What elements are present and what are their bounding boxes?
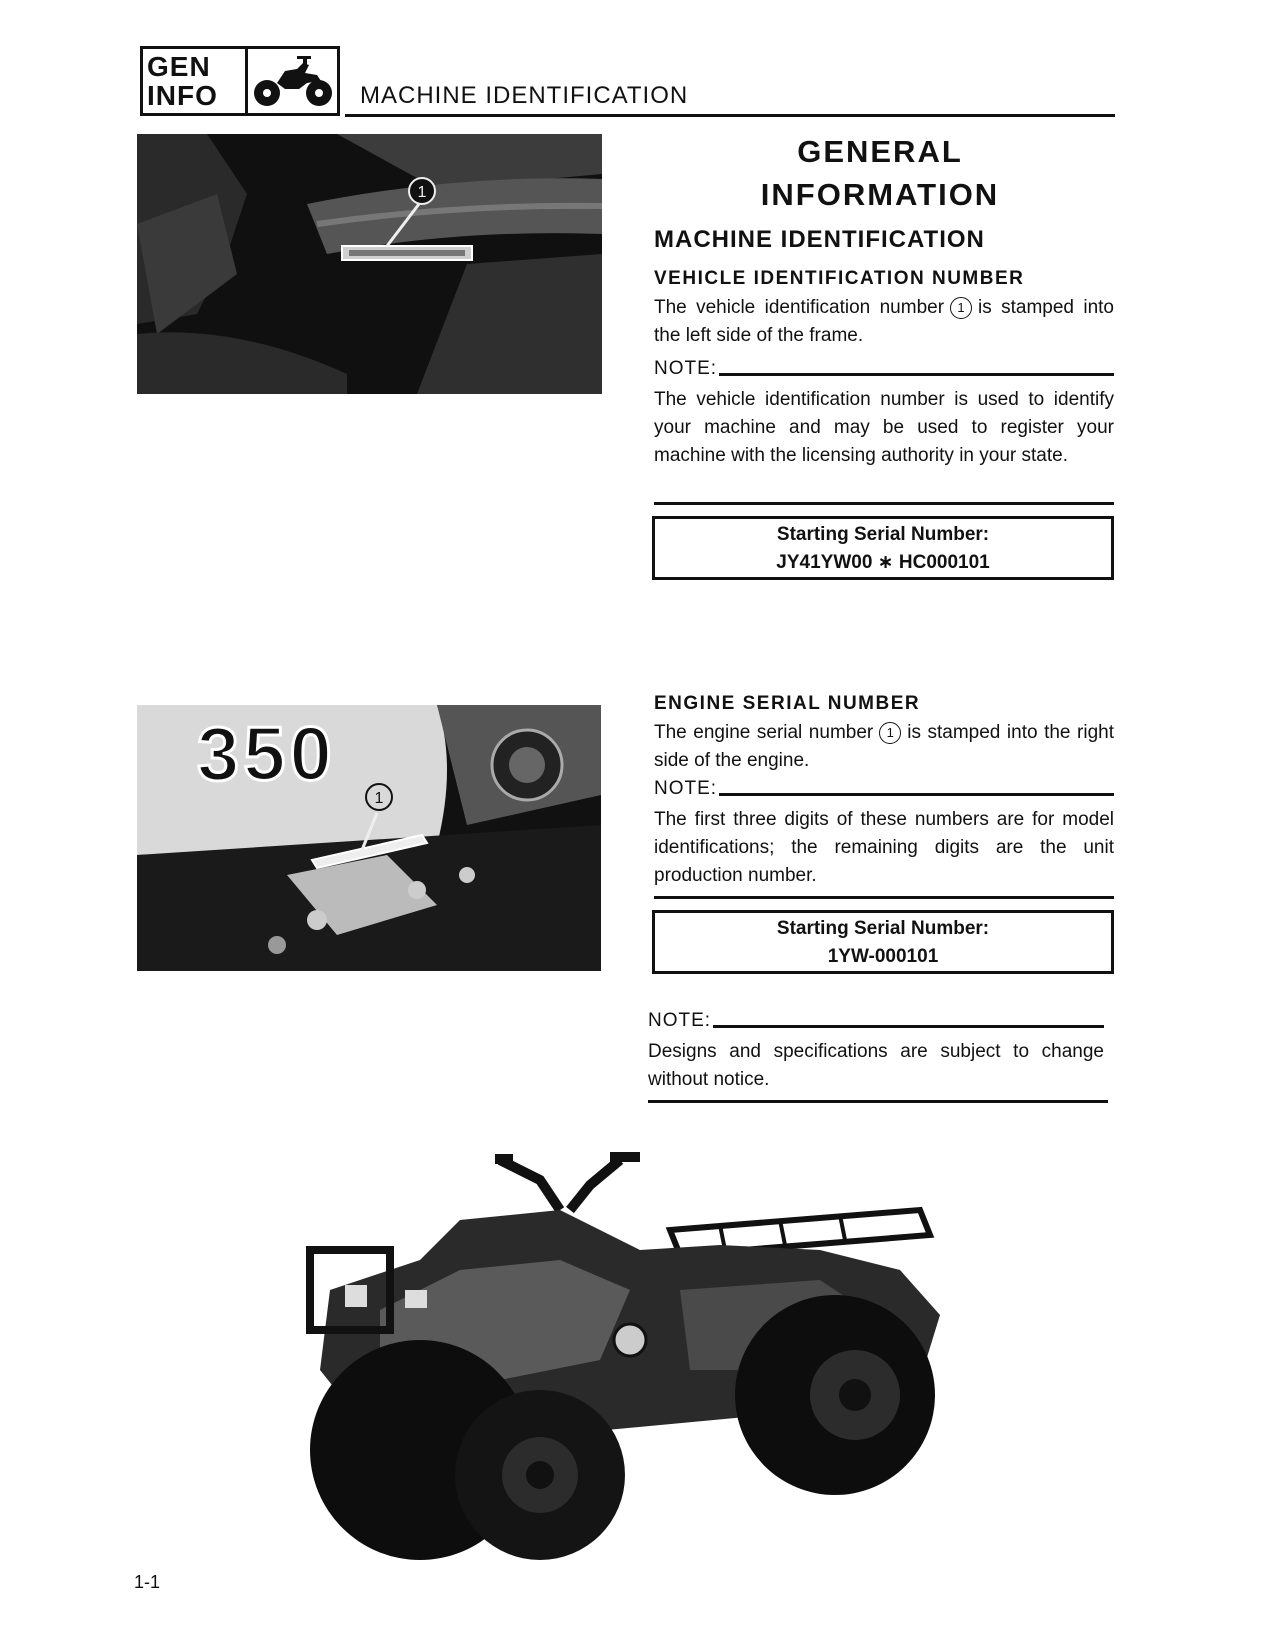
engine-note-header xyxy=(654,778,1114,800)
vin-text-before: The vehicle identification number xyxy=(654,297,945,318)
atv-icon xyxy=(248,49,337,113)
engine-decal-text: 350 xyxy=(197,712,336,797)
engine-paragraph xyxy=(654,719,1114,775)
page-title xyxy=(640,130,1120,216)
vin-heading: VEHICLE IDENTIFICATION NUMBER xyxy=(654,268,1025,289)
title-line-general: GENERAL xyxy=(797,134,963,169)
engine-text-before: The engine serial number xyxy=(654,722,874,743)
engine-note-text: The first three digits of these numbers are for model identifications; the remaining digits are the unit production number. xyxy=(654,809,1114,886)
machine-identification-heading: MACHINE IDENTIFICATION xyxy=(654,226,985,253)
engine-serial-box xyxy=(652,910,1114,974)
vin-note-header xyxy=(654,358,1114,380)
title-line-information: INFORMATION xyxy=(760,177,1000,212)
engine-text-after: is stamped into the right side of the engine. xyxy=(654,722,1114,771)
vin-note-text: The vehicle identification number is used to identify your machine and may be used to register your machine with the licensing authority in your state. xyxy=(654,389,1114,466)
vin-note-rule xyxy=(719,373,1114,376)
engine-note-end-rule xyxy=(654,896,1114,899)
header-section-title: MACHINE IDENTIFICATION xyxy=(360,82,689,109)
vin-ref-marker: 1 xyxy=(950,297,972,319)
vin-note-label: NOTE: xyxy=(654,358,718,379)
header-rule xyxy=(345,114,1115,117)
engine-serial-heading: ENGINE SERIAL NUMBER xyxy=(654,693,921,714)
badge-text xyxy=(143,49,248,113)
engine-serial-photo xyxy=(137,705,601,971)
engine-ref-marker: 1 xyxy=(879,722,901,744)
vin-paragraph xyxy=(654,294,1114,350)
final-note-text: Designs and specifications are subject to change without notice. xyxy=(648,1041,1104,1090)
vin-photo-callout: 1 xyxy=(417,184,427,201)
engine-serial-label: Starting Serial Number: xyxy=(776,918,990,939)
final-note-label: NOTE: xyxy=(648,1010,712,1031)
vin-note-end-rule xyxy=(654,502,1114,505)
engine-serial-value: 1YW-000101 xyxy=(827,946,939,967)
vin-location-photo xyxy=(137,134,602,394)
vin-serial-box xyxy=(652,516,1114,580)
section-badge xyxy=(140,46,340,116)
atv-vehicle-photo xyxy=(300,1140,980,1560)
engine-note-rule xyxy=(719,793,1114,796)
vin-text-after: is stamped into the left side of the frame. xyxy=(654,297,1114,346)
final-note-end-rule xyxy=(648,1100,1108,1103)
final-note-header xyxy=(648,1010,1104,1032)
final-note-rule xyxy=(713,1025,1104,1028)
vin-serial-label: Starting Serial Number: xyxy=(776,524,990,545)
badge-line-gen: GEN xyxy=(147,51,211,82)
engine-note-label: NOTE: xyxy=(654,778,718,799)
vin-serial-value: JY41YW00 ∗ HC000101 xyxy=(776,552,990,573)
page-number: 1-1 xyxy=(134,1572,161,1592)
badge-line-info: INFO xyxy=(147,80,218,111)
engine-photo-callout: 1 xyxy=(374,790,384,807)
